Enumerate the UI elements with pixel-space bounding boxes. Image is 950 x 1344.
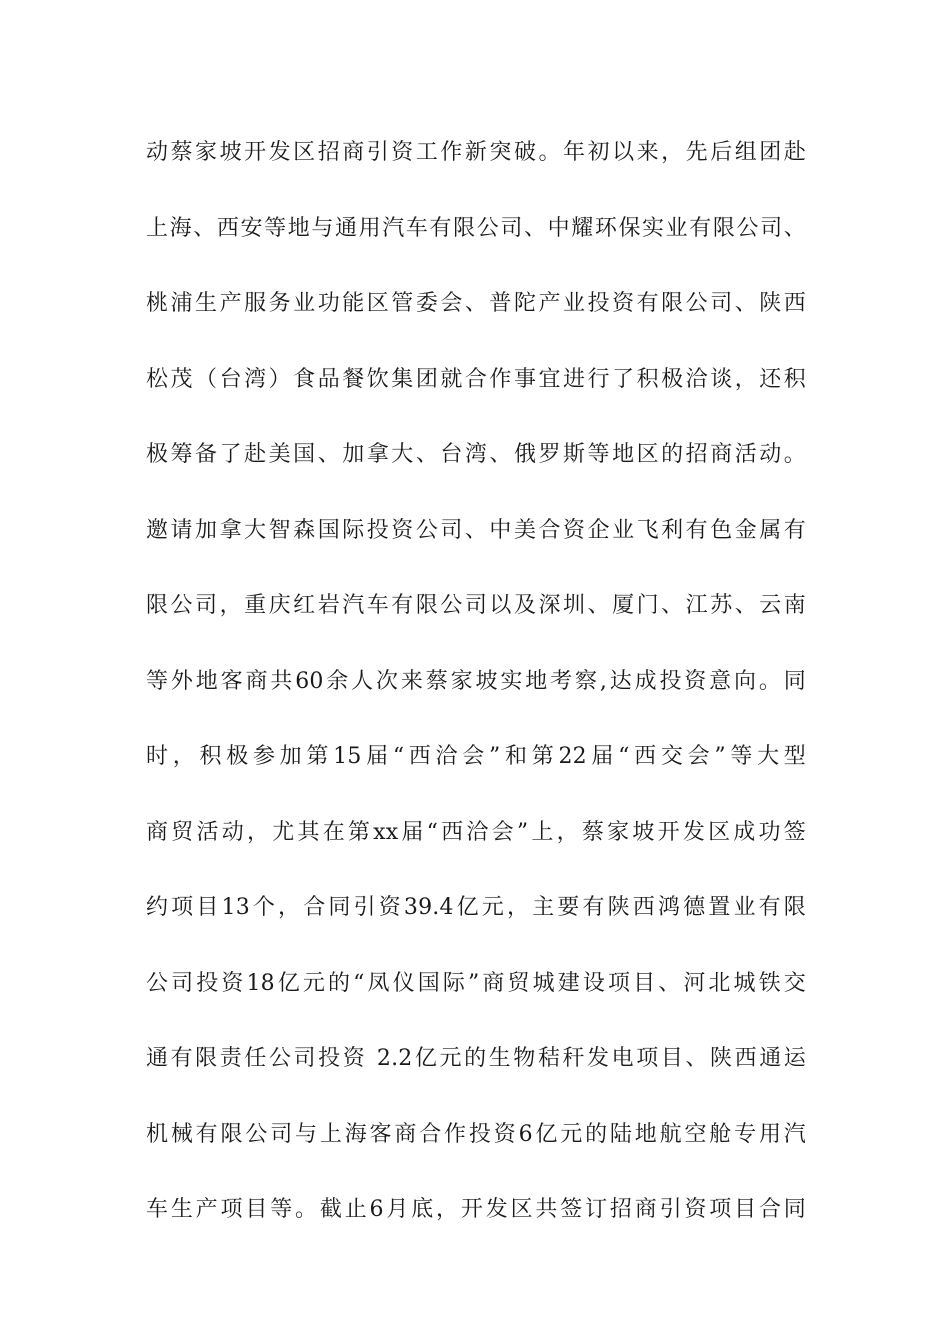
text-line: 极筹备了赴美国、加拿大、台湾、俄罗斯等地区的招商活动。 (146, 442, 806, 467)
body-text (146, 133, 806, 1266)
text-line: 机械有限公司与上海客商合作投资6亿元的陆地航空舱专用汽 (146, 1121, 806, 1147)
text-line: 约项目13个，合同引资39.4亿元，主要有陕西鸿德置业有限 (146, 895, 806, 920)
text-line: 邀请加拿大智森国际投资公司、中美合资企业飞利有色金属有 (146, 517, 806, 543)
text-line: 车生产项目等。截止6月底，开发区共签订招商引资项目合同 (146, 1197, 806, 1222)
text-line: 动蔡家坡开发区招商引资工作新突破。年初以来，先后组团赴 (146, 140, 806, 165)
text-line: 松茂（台湾）食品餐饮集团就合作事宜进行了积极洽谈，还积 (146, 366, 806, 392)
text-line: 上海、西安等地与通用汽车有限公司、中耀环保实业有限公司、 (146, 215, 806, 241)
text-line: 通有限责任公司投资 2.2亿元的生物秸秆发电项目、陕西通运 (146, 1046, 806, 1071)
text-line: 时，积极参加第15届“西洽会”和第22届“西交会”等大型 (146, 744, 806, 769)
text-line: 商贸活动，尤其在第xx届“西洽会”上，蔡家坡开发区成功签 (146, 819, 806, 845)
text-line: 公司投资18亿元的“凤仪国际”商贸城建设项目、河北城铁交 (146, 970, 806, 996)
text-line: 等外地客商共60余人次来蔡家坡实地考察,达成投资意向。同 (146, 668, 806, 694)
text-line: 桃浦生产服务业功能区管委会、普陀产业投资有限公司、陕西 (146, 291, 806, 316)
text-line: 限公司，重庆红岩汽车有限公司以及深圳、厦门、江苏、云南 (146, 593, 806, 618)
